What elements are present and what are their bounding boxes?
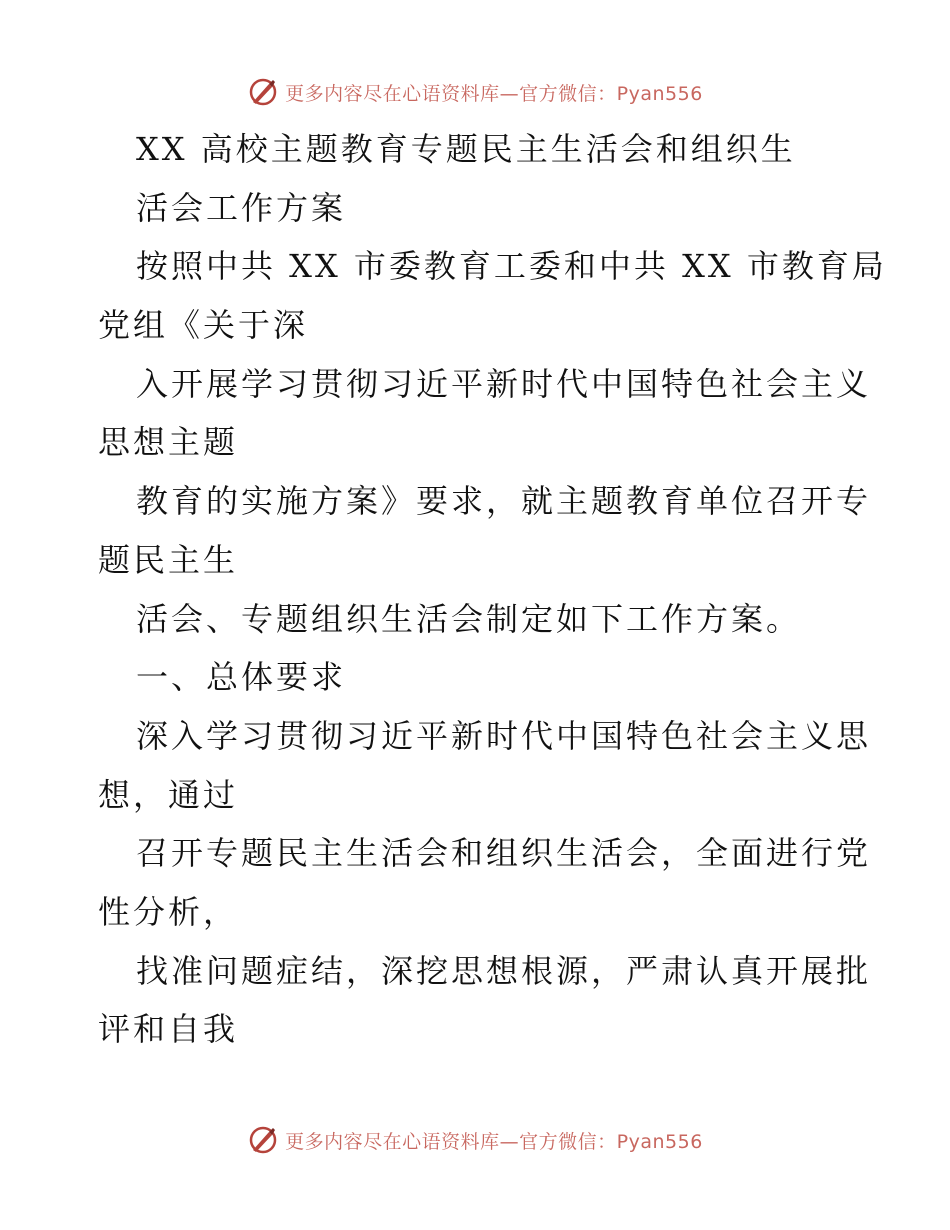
document-title-line: XX 高校主题教育专题民主生活会和组织生: [136, 130, 796, 168]
pen-circle-logo-icon: [247, 1124, 279, 1156]
paragraph-line: 性分析，: [98, 892, 239, 931]
section-heading: 一、总体要求: [136, 658, 347, 697]
header-watermark: [0, 72, 950, 112]
paragraph-line: 召开专题民主生活会和组织生活会，全面进行党: [136, 834, 872, 873]
paragraph-line: 按照中共 XX 市委教育工委和中共 XX 市教育局: [136, 247, 887, 286]
paragraph-line: 入开展学习贯彻习近平新时代中国特色社会主义: [136, 364, 872, 403]
pen-circle-logo-icon: [247, 76, 279, 108]
document-title-line: 活会工作方案: [136, 188, 347, 227]
paragraph-line: 思想主题: [98, 423, 239, 462]
paragraph-line: 深入学习贯彻习近平新时代中国特色社会主义思: [136, 716, 872, 755]
paragraph-line: 活会、专题组织生活会制定如下工作方案。: [136, 599, 802, 638]
paragraph-line: 党组《关于深: [98, 306, 309, 345]
paragraph-line: 评和自我: [98, 1010, 239, 1049]
paragraph-line: 找准问题症结，深挖思想根源，严肃认真开展批: [136, 951, 872, 990]
paragraph-line: 想，通过: [98, 775, 239, 814]
header-watermark-text: 更多内容尽在心语资料库—官方微信：Pyan556: [285, 82, 703, 105]
footer-watermark: [0, 1120, 950, 1160]
document-body: [98, 120, 887, 1059]
footer-watermark-text: 更多内容尽在心语资料库—官方微信：Pyan556: [285, 1130, 703, 1153]
paragraph-line: 教育的实施方案》要求，就主题教育单位召开专: [136, 482, 872, 521]
paragraph-line: 题民主生: [98, 540, 239, 579]
